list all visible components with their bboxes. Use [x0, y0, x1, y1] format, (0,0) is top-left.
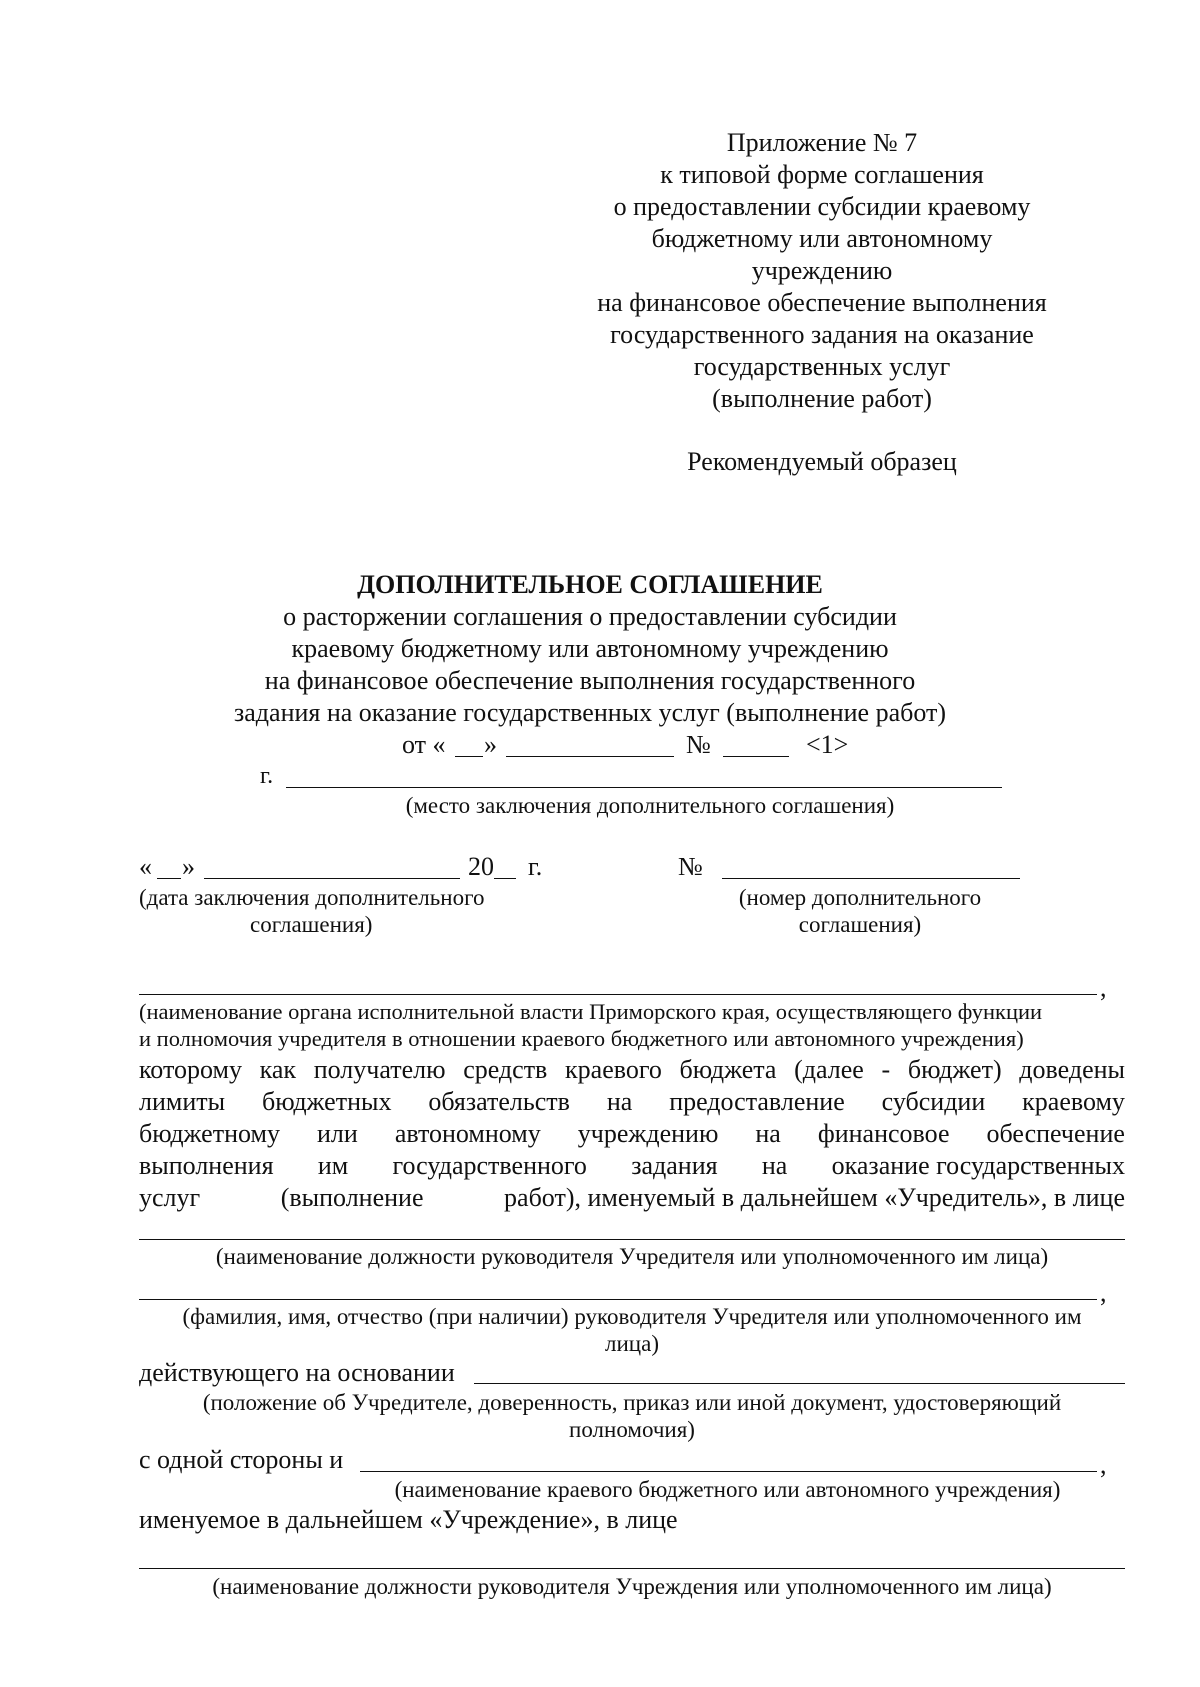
word: (выполнение: [280, 1183, 424, 1212]
date-day-blank: [157, 878, 181, 879]
date-year-blank: [494, 878, 516, 879]
from-month-blank: [506, 756, 674, 757]
paragraph-line: [139, 1150, 1125, 1182]
appendix-line: учреждению: [751, 256, 893, 285]
date-caption: соглашения): [250, 912, 373, 937]
word: государственного: [392, 1151, 587, 1180]
word: (далее: [794, 1055, 864, 1084]
word: краевого: [565, 1055, 662, 1084]
word: субсидии: [881, 1087, 986, 1116]
date-open-quote: «: [139, 852, 152, 881]
word: -: [881, 1055, 891, 1084]
appendix-line: Приложение № 7: [726, 128, 918, 157]
from-day-blank: [455, 756, 483, 757]
comma: ,: [1100, 973, 1107, 1002]
place-caption: (место заключения дополнительного соглашения): [405, 793, 895, 818]
document-heading: ДОПОЛНИТЕЛЬНОЕ СОГЛАШЕНИЕ: [357, 570, 823, 599]
organ-caption: (наименование органа исполнительной власти Приморского края, осуществляющего функции: [139, 999, 1043, 1024]
word: услуг: [139, 1183, 201, 1212]
date-caption: (дата заключения дополнительного: [139, 885, 485, 910]
word: бюджетному: [139, 1119, 280, 1148]
word: бюджет): [907, 1055, 1002, 1084]
from-mid: »: [484, 730, 497, 759]
word: краевому: [1022, 1087, 1125, 1116]
founder-position-caption: (наименование должности руководителя Учредителя или уполномоченного им лица): [215, 1244, 1049, 1269]
organ-caption: и полномочия учредителя в отношении краевого бюджетного или автономного учреждения): [139, 1026, 1024, 1051]
institution-name-blank: [360, 1471, 1097, 1472]
word: автономному: [394, 1119, 541, 1148]
word: обеспечение: [986, 1119, 1125, 1148]
from-number-sign: №: [686, 730, 711, 759]
agreement-number-blank: [722, 878, 1020, 879]
number-caption: соглашения): [798, 912, 922, 937]
founder-fio-caption: лица): [605, 1331, 659, 1356]
institution-position-blank: [139, 1568, 1125, 1569]
agreement-number-sign: №: [678, 852, 703, 881]
from-prefix: от «: [402, 730, 446, 759]
word: которому: [139, 1055, 242, 1084]
appendix-line: (выполнение работ): [712, 384, 932, 413]
word: на: [761, 1151, 788, 1180]
footnote-mark: <1>: [806, 730, 849, 759]
comma: ,: [1100, 1450, 1107, 1479]
appendix-line: бюджетному или автономному: [651, 224, 993, 253]
word: выполнения: [139, 1151, 274, 1180]
basis-caption: (положение об Учредителе, доверенность, приказ или иной документ, удостоверяющий: [202, 1390, 1062, 1415]
one-side-label: с одной стороны и: [139, 1445, 344, 1474]
institution-position-caption: (наименование должности руководителя Учреждения или уполномоченного им лица): [212, 1574, 1052, 1599]
title-line: задания на оказание государственных услуг (выполнение работ): [233, 698, 947, 727]
appendix-line: о предоставлении субсидии краевому: [613, 192, 1031, 221]
basis-blank: [474, 1383, 1125, 1384]
word: оказание государственных: [831, 1151, 1125, 1180]
founder-position-blank: [139, 1239, 1125, 1240]
basis-caption: полномочия): [569, 1417, 695, 1442]
word: на: [755, 1119, 781, 1148]
word: доведены: [1019, 1055, 1125, 1084]
founder-fio-blank: [139, 1299, 1097, 1300]
title-line: на финансовое обеспечение выполнения государственного: [264, 666, 916, 695]
word: получателю: [313, 1055, 446, 1084]
institution-named-label: именуемое в дальнейшем «Учреждение», в лице: [139, 1505, 678, 1534]
word: работ), именуемый в дальнейшем «Учредитель», в лице: [504, 1183, 1125, 1212]
title-line: о расторжении соглашения о предоставлении субсидии: [283, 602, 897, 631]
word: бюджета: [679, 1055, 777, 1084]
appendix-line: к типовой форме соглашения: [660, 160, 984, 189]
comma: ,: [1100, 1278, 1107, 1307]
from-number-blank: [723, 756, 789, 757]
date-close-quote: »: [182, 852, 195, 881]
word: бюджетных: [261, 1087, 392, 1116]
appendix-line: государственного задания на оказание: [610, 320, 1034, 349]
word: учреждению: [577, 1119, 719, 1148]
word: задания: [631, 1151, 718, 1180]
founder-fio-caption: (фамилия, имя, отчество (при наличии) руководителя Учредителя или уполномоченного им: [182, 1304, 1082, 1329]
word: обязательств: [428, 1087, 570, 1116]
acting-basis-label: действующего на основании: [139, 1358, 455, 1387]
word: им: [317, 1151, 349, 1180]
date-year-suffix: г.: [528, 852, 543, 881]
organ-name-blank: [139, 994, 1097, 995]
paragraph-line: [139, 1054, 1125, 1086]
word: средств: [463, 1055, 548, 1084]
word: или: [316, 1119, 358, 1148]
sample-label: Рекомендуемый образец: [687, 447, 957, 476]
title-line: краевому бюджетному или автономному учреждению: [291, 634, 889, 663]
paragraph-line: [139, 1182, 1125, 1214]
word: финансовое: [817, 1119, 950, 1148]
word: предоставление: [669, 1087, 845, 1116]
paragraph-line: [139, 1118, 1125, 1150]
appendix-line: государственных услуг: [693, 352, 951, 381]
word: на: [606, 1087, 633, 1116]
appendix-line: на финансовое обеспечение выполнения: [597, 288, 1047, 317]
number-caption: (номер дополнительного: [738, 885, 982, 910]
date-month-blank: [204, 878, 460, 879]
date-year-prefix: 20: [468, 852, 494, 881]
city-prefix: г.: [260, 763, 274, 789]
word: лимиты: [139, 1087, 226, 1116]
institution-caption: (наименование краевого бюджетного или автономного учреждения): [394, 1477, 1061, 1502]
paragraph-line: [139, 1086, 1125, 1118]
place-blank: [286, 787, 1002, 788]
word: как: [259, 1055, 297, 1084]
